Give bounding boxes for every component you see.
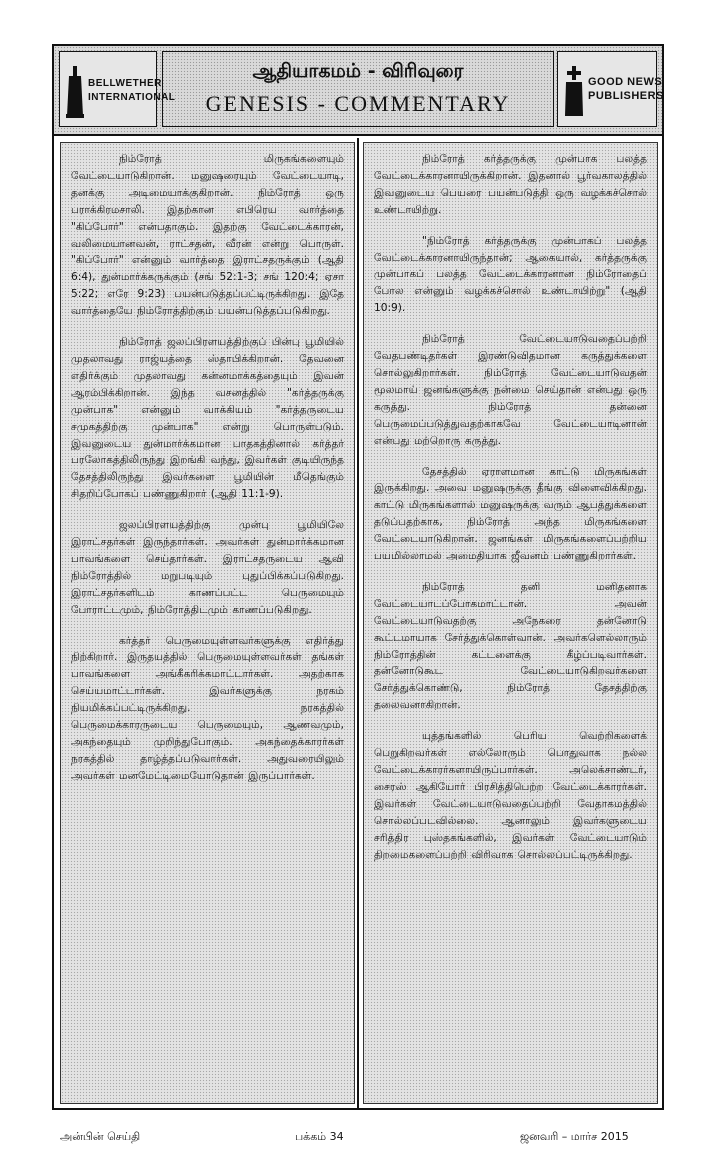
right-paragraph-1: நிம்ரோத் கர்த்தருக்கு முன்பாக பலத்த வேட்டைக்காரனாயிருக்கிறான். இதனால் பூர்வகாலத்தில் இவனுடைய பெயரை பயன்படுத்தி ஒரு வழக்கச்சொல் உண்டாயிற்று.: [374, 153, 647, 216]
left-paragraph-3: ஜலப்பிரளயத்திற்கு முன்பு பூமியிலே இராட்சதர்கள் இருந்தார்கள். அவர்கள் துன்மார்க்கமான பாவங்களை செய்தார்கள். இராட்சதருடைய ஆவி நிம்ரோத்தில் மறுபடியும் புதுப்பிக்கப்படுகிறது. இராட்சதர்களிடம் காணப்பட்ட பெருமையும் போராட்டமும், நிம்ரோத்திடமும் காணப்படுகிறது.: [71, 519, 344, 616]
left-column: [60, 142, 355, 1104]
right-paragraph-3: நிம்ரோத் வேட்டையாடுவதைப்பற்றி வேதபண்டிதர்கள் இரண்டுவிதமான கருத்துக்களை சொல்லுகிறார்கள். நிம்ரோத் வேட்டையாடுவதன் மூலமாய் ஜனங்களுக்கு நன்மை செய்தான் என்பது ஒரு கருத்து. நிம்ரோத் தன்னை பெருமைப்படுத்துவதற்காகவே வேட்டையாடினான் என்பது மற்றொரு கருத்து.: [374, 333, 647, 447]
title-tamil: ஆதியாகமம் - விரிவுரை: [252, 60, 464, 82]
good-news-logo: [557, 51, 664, 127]
left-paragraph-1: நிம்ரோத் மிருகங்களையும் வேட்டையாடுகிறான். மனுஷரையும் வேட்டையாடி, தனக்கு அடிமையாக்குகிறான். நிம்ரோத் ஒரு பராக்கிரமசாலி. இதற்கான எபிரெய வார்த்தை "கிப்போர்" என்பதாகும். இதற்கு வேட்டைக்காரன், வலிமையானவன், ராட்சதன், வீரன் என்று பொருள். "கிப்போர்" என்னும் வார்த்தை இராட்சதருக்கும் (ஆதி 6:4), துன்மார்க்கருக்கும் (சங் 52:1-3; சங் 120:4; ஏசா 5:22; எரே 9:23) பயன்படுத்தப்பட்டிருக்கிறது. இதே வார்த்தையே நிம்ரோத்திற்கும் பயன்படுத்தப்படுகிறது.: [71, 153, 344, 318]
right-paragraph-2: "நிம்ரோத் கர்த்தருக்கு முன்பாகப் பலத்த வேட்டைக்காரனாயிருந்தான்; ஆகையால், கர்த்தருக்கு முன்பாகப் பலத்த வேட்டைக்காரனான நிம்ரோதைப் போல என்னும் வழக்கச்சொல் உண்டாயிற்று" (ஆதி 10:9).: [374, 234, 647, 315]
footer-magazine-name: அன்பின் செய்தி: [60, 1130, 141, 1143]
bellwether-emblem-icon: [66, 66, 84, 118]
right-paragraph-5: நிம்ரோத் தனி மனிதனாக வேட்டையாடப்போகமாட்டான். அவன் வேட்டையாடுவதற்கு அநேகரை தன்னோடு கூட்டமாயாக சேர்த்துக்கொள்வான். அவர்களெல்லாரும் நிம்ரோத்தின் கட்டளைக்கு கீழ்ப்படிவார்கள். தன்னோடுகூட வேட்டையாடுகிறவர்களை சேர்த்துக்கொண்டு, நிம்ரோத் தேசத்திற்கு தலைவனாகிறான்.: [374, 580, 647, 712]
logo-left-line-1: BELLWETHER: [88, 78, 162, 89]
page-frame: [52, 44, 664, 1110]
footer-issue-date: ஜனவரி – மார்ச 2015: [520, 1130, 629, 1143]
right-paragraph-4: தேசத்தில் ஏராளமான காட்டு மிருகங்கள் இருக்கிறது. அவை மனுஷருக்கு தீங்கு விளைவிக்கிறது. காட்டு மிருகங்களால் மனுஷருக்கு வரும் ஆபத்துக்களை தடுப்பதற்காக, நிம்ரோத் அந்த மிருகங்களை வேட்டையாடுகிறான். ஜனங்கள் மிருகங்களைப்பற்றிய பயமில்லாமல் அமைதியாக ஜீவனம் பண்ணுகிறார்கள்.: [374, 465, 647, 563]
title-box: [162, 51, 554, 127]
right-column: [363, 142, 658, 1104]
good-news-logo-text: [588, 75, 664, 103]
logo-left-line-2: INTERNATIONAL: [88, 92, 176, 103]
good-news-emblem-icon: [564, 66, 584, 118]
footer-page-number: பக்கம் 34: [295, 1130, 344, 1143]
bellwether-logo: [59, 51, 176, 127]
logo-right-line-1: GOOD NEWS: [588, 76, 663, 88]
left-paragraph-2: நிம்ரோத் ஜலப்பிரளயத்திற்குப் பின்பு பூமியில் முதலாவது ராஜ்யத்தை ஸ்தாபிக்கிறான். தேவனை எதிர்க்கும் முதலாவது கன்னமாக்கத்தையும் இவன் ஆரம்பிக்கிறான். இந்த வசனத்தில் "கர்த்தருக்கு முன்பாக" என்னும் வாக்கியம் "கர்த்தருடைய சமுகத்திற்கு முன்பாக" என்று பொருள்படும். இவனுடைய துன்மார்க்கமான பாதகத்தினால் கர்த்தர் பரலோகத்திலிருந்து இறங்கி வந்து, இவர்கள் குடியிருந்த தேசத்திலிருந்து இவர்களை பூமியின் மீதெங்கும் சிதறிப்போகப் பண்ணுகிறார் (ஆதி 11:1-9).: [71, 336, 344, 501]
left-paragraph-4: கர்த்தர் பெருமையுள்ளவர்களுக்கு எதிர்த்து நிற்கிறார். இருதயத்தில் பெருமையுள்ளவர்கள் தங்கள் பாவங்களை அங்கீகரிக்கமாட்டார்கள். அதற்காக செய்யமாட்டார்கள். இவர்களுக்கு நரகம் நியமிக்கப்பட்டிருக்கிறது. நரகத்தில் பெருமைக்காரருடைய பெருமையும், ஆணவமும், அகந்தையும் முறிந்துபோகும். அகந்தைக்காரர்கள் நரகத்தில் தாழ்த்தப்படுவார்கள். அதுவரையிலும் அவர்கள் மனமேட்டிமையோடுதான் இருப்பார்கள்.: [71, 634, 344, 782]
title-english: GENESIS - COMMENTARY: [205, 91, 511, 116]
right-paragraph-6: யுத்தங்களில் பெரிய வெற்றிகளைக் பெறுகிறவர்கள் எல்லோரும் பொதுவாக நல்ல வேட்டைக்காரர்களாயிருப்பார்கள். அலெக்சாண்டர், சைரஸ் ஆகியோர் பிரசித்திபெற்ற வேட்டைக்காரர்கள். இவர்கள் வேட்டையாடுவதைப்பற்றி வேதாகமத்தில் சொல்லப்படவில்லை. ஆனாலும் இவர்களுடைய சரித்திர புஸ்தகங்களில், இவர்கள் வேட்டையாடும் திறமைகளைப்பற்றி விரிவாக சொல்லப்பட்டிருக்கிறது.: [374, 730, 647, 861]
column-divider: [357, 138, 359, 1108]
logo-right-line-2: PUBLISHERS: [588, 90, 664, 102]
header-banner: [54, 46, 662, 136]
